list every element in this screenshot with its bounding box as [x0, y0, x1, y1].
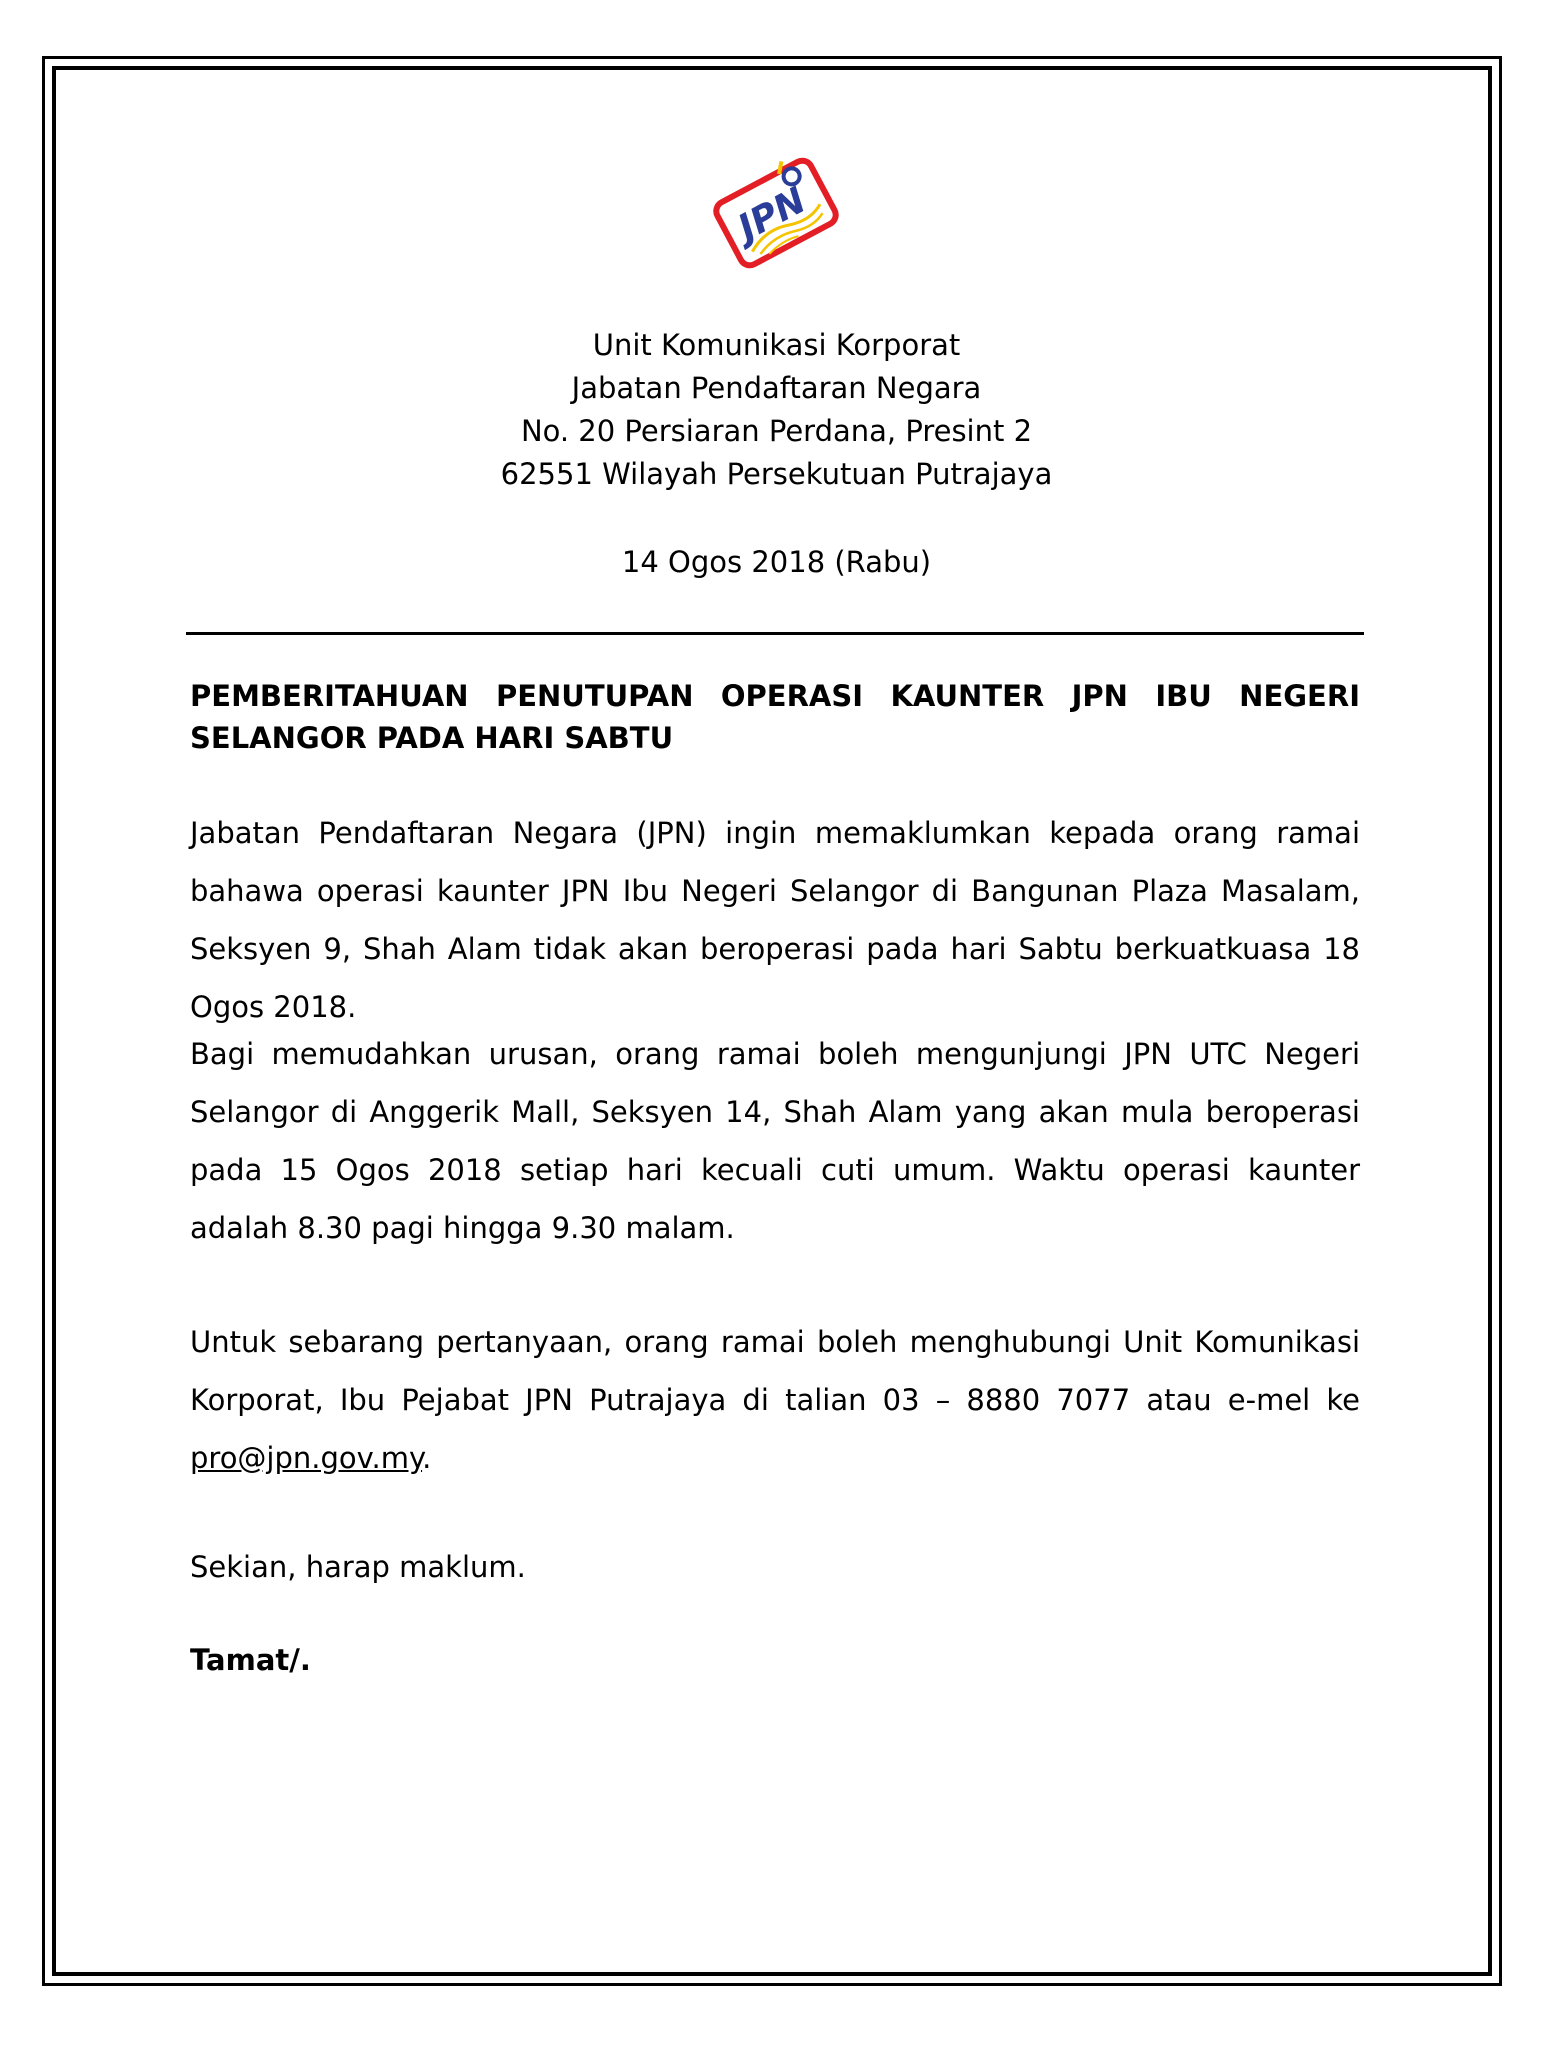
- address-line: Jabatan Pendaftaran Negara: [571, 371, 982, 405]
- horizontal-divider: [186, 632, 1364, 635]
- document-date: 14 Ogos 2018 (Rabu): [621, 545, 932, 579]
- jpn-logo: [703, 150, 849, 276]
- contact-end: .: [422, 1441, 432, 1475]
- address-line: 62551 Wilayah Persekutuan Putrajaya: [500, 457, 1053, 491]
- paragraph-sign-off: Sekian, harap maklum.: [190, 1550, 526, 1584]
- paragraph-alternative-counter: Bagi memudahkan urusan, orang ramai boleh mengunjungi JPN UTC Negeri Selangor di Anggerik Mall, Seksyen 14, Shah Alam yang akan mula beroperasi pada 15 Ogos 2018 setiap hari kecuali cuti umum. Waktu operasi kaunter adalah 8.30 pagi hingga 9.30 malam.: [190, 1037, 1360, 1245]
- address-line: Unit Komunikasi Korporat: [592, 328, 961, 362]
- paragraph-contact: [190, 1313, 1360, 1487]
- notice-title: PEMBERITAHUAN PENUTUPAN OPERASI KAUNTER JPN IBU NEGERI SELANGOR PADA HARI SABTU: [190, 679, 1360, 755]
- email-link[interactable]: pro@jpn.gov.my: [190, 1441, 423, 1475]
- logo-text: JPN: [731, 179, 813, 249]
- paragraph-closure-notice: Jabatan Pendaftaran Negara (JPN) ingin memaklumkan kepada orang ramai bahawa operasi kaunter JPN Ibu Negeri Selangor di Bangunan Plaza Masalam, Seksyen 9, Shah Alam tidak akan beroperasi pada hari Sabtu berkuatkuasa 18 Ogos 2018.: [190, 816, 1360, 1024]
- address-line: No. 20 Persiaran Perdana, Presint 2: [520, 414, 1033, 448]
- closing-mark: Tamat/.: [190, 1643, 311, 1677]
- sender-address: [0, 324, 1553, 496]
- contact-text: Untuk sebarang pertanyaan, orang ramai boleh menghubungi Unit Komunikasi Korporat, Ibu Pejabat JPN Putrajaya di talian 03 – 8880 7077 atau e-mel ke: [190, 1325, 1360, 1417]
